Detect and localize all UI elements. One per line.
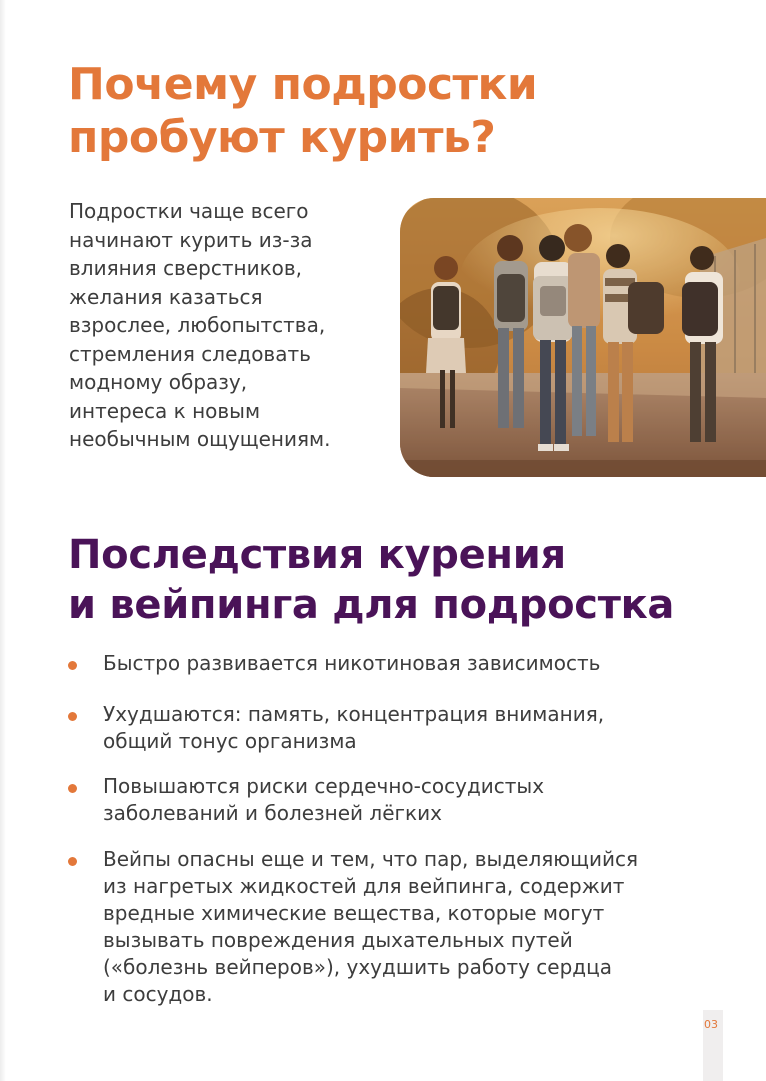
title-line: пробуют курить? <box>68 112 496 163</box>
list-item-line: Ухудшаются: память, концентрация внимания, <box>103 702 605 726</box>
list-item-text <box>103 846 638 1008</box>
list-item-line: общий тонус организма <box>103 729 357 753</box>
bullet-dot-icon <box>68 661 77 670</box>
bullet-dot-icon <box>68 857 77 866</box>
list-item <box>68 846 638 1008</box>
intro-line: желания казаться <box>69 284 263 309</box>
list-item-line: Быстро развивается никотиновая зависимость <box>103 651 601 675</box>
list-item-line: заболеваний и болезней лёгких <box>103 801 442 825</box>
page-number: 03 <box>704 1018 718 1031</box>
intro-line: необычным ощущениям. <box>69 427 331 451</box>
list-item-line: вредные химические вещества, которые могут <box>103 901 605 925</box>
section-title-consequences <box>68 530 674 630</box>
bullet-dot-icon <box>68 712 77 721</box>
intro-paragraph <box>69 197 369 454</box>
intro-line: Подростки чаще всего <box>69 199 309 223</box>
list-item <box>68 650 600 677</box>
intro-line: стремления следовать <box>69 341 311 366</box>
section-title-why-teens-smoke <box>68 58 537 164</box>
list-item-text <box>103 650 600 677</box>
list-item <box>68 701 604 755</box>
list-item-text <box>103 773 544 827</box>
teens-walking-photo <box>400 198 766 477</box>
list-item-line: вызывать повреждения дыхательных путей <box>103 928 573 952</box>
intro-line: взрослее, любопытства, <box>69 313 326 337</box>
page-edge-shadow <box>0 0 6 1081</box>
list-item-line: Вейпы опасны еще и тем, что пар, выделяющийся <box>103 847 638 871</box>
list-item-line: из нагретых жидкостей для вейпинга, содержит <box>103 874 625 898</box>
intro-line: начинают курить из-за <box>69 227 313 252</box>
list-item-line: Повышаются риски сердечно-сосудистых <box>103 774 545 798</box>
intro-line: модному образу, <box>69 370 248 394</box>
bullet-dot-icon <box>68 784 77 793</box>
title-line: и вейпинга для подростка <box>68 582 675 628</box>
list-item <box>68 773 544 827</box>
list-item-line: и сосудов. <box>103 982 213 1006</box>
title-line: Последствия курения <box>68 532 566 578</box>
title-line: Почему подростки <box>68 59 538 110</box>
intro-line: интереса к новым <box>69 398 261 423</box>
intro-line: влияния сверстников, <box>69 256 303 280</box>
list-item-line: («болезнь вейперов»), ухудшить работу сердца <box>103 955 612 979</box>
list-item-text <box>103 701 604 755</box>
